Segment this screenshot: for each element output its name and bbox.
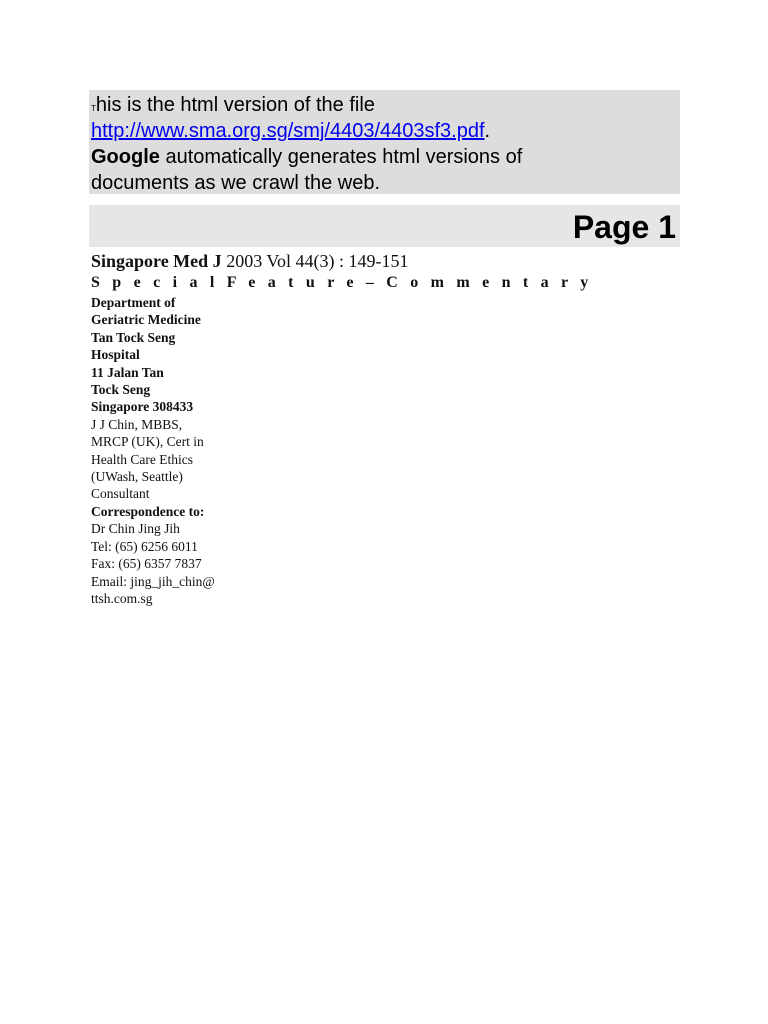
journal-volume: 2003 Vol 44(3) : 149-151: [221, 251, 409, 271]
dept-line: Tan Tock Seng: [91, 329, 176, 345]
journal-citation: [91, 250, 592, 272]
author-line: Health Care Ethics: [91, 451, 193, 467]
contact-line: Tel: (65) 6256 6011: [91, 538, 198, 554]
dept-line: Tock Seng: [91, 382, 151, 398]
page-number-label: Page 1: [572, 209, 676, 245]
notice-line-3: [91, 144, 678, 170]
journal-name: Singapore Med J: [91, 251, 222, 271]
article-content: [91, 250, 592, 607]
author-line: (UWash, Seattle): [91, 469, 183, 485]
notice-line-1-text: his is the html version of the file: [95, 94, 375, 116]
contact-line: ttsh.com.sg: [91, 590, 153, 606]
notice-line-4: documents as we crawl the web.: [91, 172, 381, 194]
dept-line: Singapore 308433: [91, 399, 194, 415]
dept-line: Geriatric Medicine: [91, 312, 201, 328]
dept-line: Hospital: [91, 347, 140, 363]
google-brand: Google: [91, 146, 160, 168]
cache-notice-box: [89, 90, 680, 194]
notice-line-3-text: automatically generates html versions of: [159, 146, 523, 168]
page-header-bar: [89, 205, 680, 247]
dept-line: Department of: [91, 295, 176, 310]
contact-line: Fax: (65) 6357 7837: [91, 556, 202, 572]
link-suffix: .: [484, 120, 491, 142]
source-pdf-link[interactable]: http://www.sma.org.sg/smj/4403/4403sf3.pdf: [91, 120, 485, 142]
correspondence-heading: Correspondence to:: [91, 503, 205, 519]
notice-line-1: [91, 92, 678, 118]
author-line: MRCP (UK), Cert in: [91, 434, 204, 450]
dept-line: 11 Jalan Tan: [91, 364, 164, 380]
notice-first-letter: T: [91, 104, 96, 113]
feature-heading: S p e c i a l F e a t u r e – C o m m e n t a r y: [91, 274, 593, 291]
notice-line-2: [91, 118, 678, 144]
author-line: Consultant: [91, 486, 150, 502]
contact-line: Dr Chin Jing Jih: [91, 521, 180, 537]
contact-line: Email: jing_jih_chin@: [91, 573, 215, 589]
author-line: J J Chin, MBBS,: [91, 416, 183, 432]
